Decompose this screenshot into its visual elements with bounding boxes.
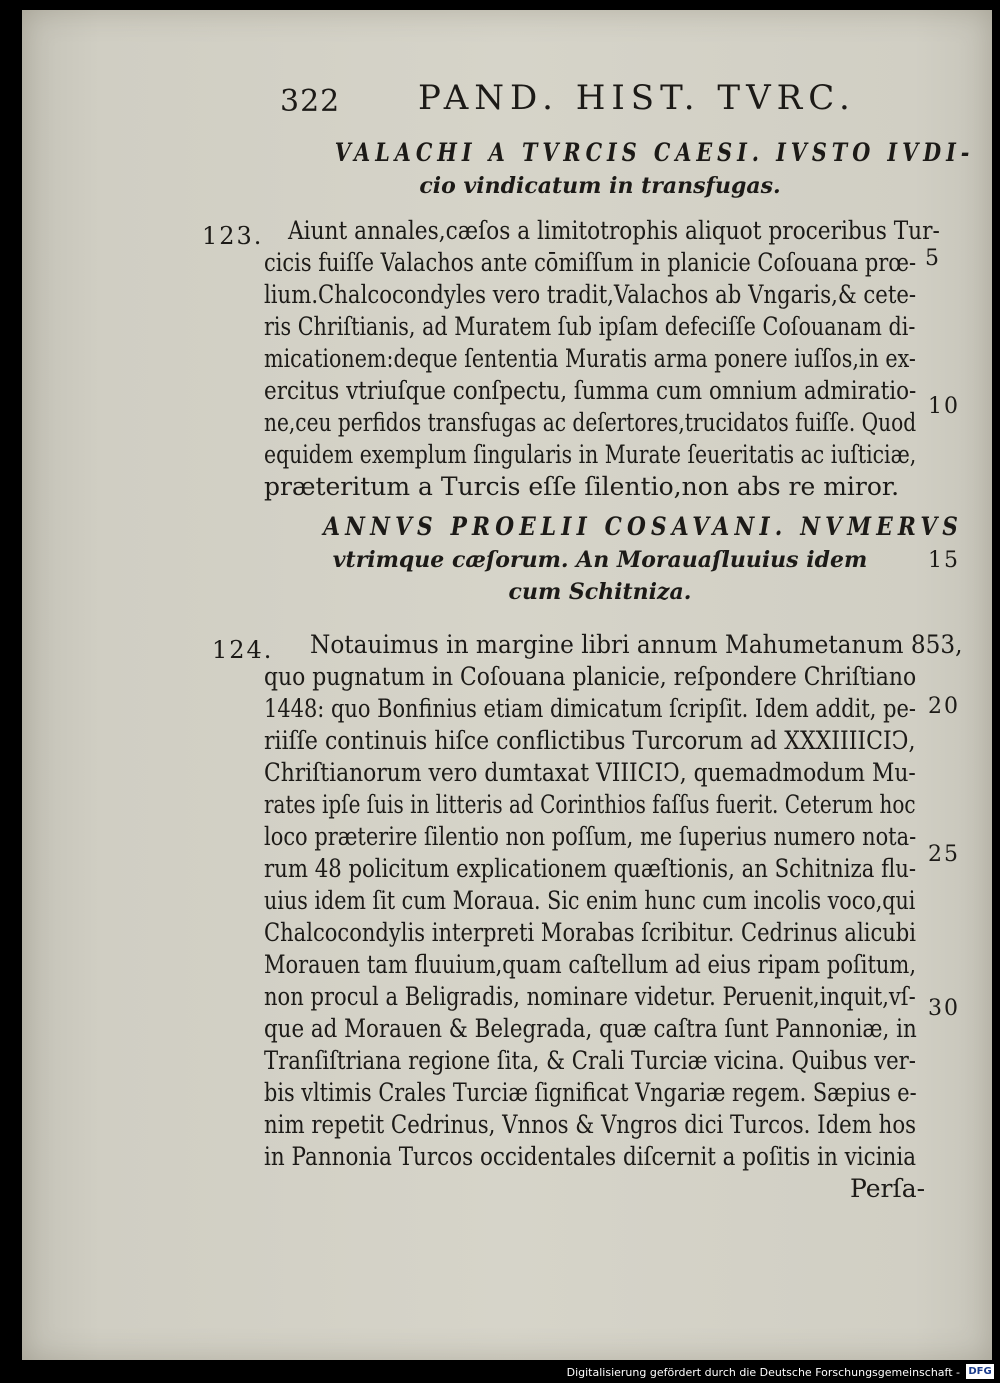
text-line: ercitus vtriuſque conſpectu, ſumma cum omnium admiratio-: [264, 376, 917, 405]
text-line: cicis fuiſſe Valachos ante cōmiſſum in planicie Coſouana prœ-: [264, 248, 917, 277]
text-line: que ad Morauen & Belegrada, quæ caſtra ſunt Pannoniæ, in: [264, 1014, 917, 1043]
text-line: Chriſtianorum vero dumtaxat VIIICIↃ, quemadmodum Mu-: [264, 758, 916, 787]
running-title: PAND. HIST. TVRC.: [418, 78, 856, 118]
text-line: loco præterire ſilentio non poſſum, me ſuperius numero nota-: [264, 822, 917, 851]
page-number: 322: [280, 84, 341, 119]
digitization-credit: Digitalisierung gefördert durch die Deutsche Forschungsgemeinschaft -: [566, 1366, 960, 1379]
text-line: Aiunt annales,cæſos a limitotrophis aliquot proceribus Tur-: [288, 216, 940, 245]
text-line: in Pannonia Turcos occidentales diſcernit a poſitis in vicinia: [264, 1142, 917, 1171]
text-line: præteritum a Turcis eſſe ſilentio,non abs re miror.: [264, 472, 900, 501]
heading-line: VALACHI A TVRCIS CAESI. IVSTO IVDI-: [334, 138, 975, 167]
section-heading-123: [280, 138, 975, 199]
heading-line: vtrimque cæſorum. An Morauaſluuius idem: [332, 547, 868, 573]
book-page: [22, 10, 992, 1360]
margin-line-number: 20: [928, 694, 960, 719]
text-line: ris Chriſtianis, ad Muratem ſub ipſam defeciſſe Coſouanam di-: [264, 312, 916, 341]
text-line: Notauimus in margine libri annum Mahumetanum 853,: [310, 630, 963, 659]
text-line: riiſſe continuis hiſce conflictibus Turcorum ad XXXIIIICIↃ,: [264, 726, 916, 755]
text-line: Chalcocondylis interpreti Morabas ſcribitur. Cedrinus alicubi: [264, 918, 916, 947]
margin-line-number: 30: [928, 996, 960, 1021]
text-line: ne,ceu perfidos transfugas ac deſertores,trucidatos fuiſſe. Quod: [264, 408, 917, 437]
text-line: rates ipſe ſuis in litteris ad Corinthios faſſus fuerit. Ceterum hoc: [264, 790, 916, 819]
text-line: nim repetit Cedrinus, Vnnos & Vngros dici Turcos. Idem hos: [264, 1110, 917, 1139]
heading-line: cum Schitniza.: [508, 579, 692, 605]
text-line: Perſa-: [850, 1174, 926, 1203]
page-header: [280, 78, 856, 122]
text-line: uius idem ſit cum Moraua. Sic enim hunc cum incolis voco,qui: [264, 886, 916, 915]
heading-line: ANNVS PROELII COSAVANI. NVMERVS: [323, 512, 964, 541]
margin-line-number: 15: [928, 548, 960, 573]
paragraph-number-123: 123.: [202, 222, 264, 250]
text-line: non procul a Beligradis, nominare videtur. Peruenit,inquit,vſ-: [264, 982, 916, 1011]
text-line: lium.Chalcocondyles vero tradit,Valachos ab Vngaris,& cete-: [264, 280, 917, 309]
text-line: quo pugnatum in Coſouana planicie, reſpondere Chriſtiano: [264, 662, 917, 691]
margin-line-number: 10: [928, 394, 960, 419]
paragraph-number-124: 124.: [212, 636, 274, 664]
text-line: bis vltimis Crales Turciæ ſignificat Vngariæ regem. Sæpius e-: [264, 1078, 917, 1107]
dfg-logo: DFG: [966, 1364, 994, 1379]
text-line: 1448: quo Bonfinius etiam dimicatum ſcripſit. Idem addit, pe-: [264, 694, 916, 723]
text-line: equidem exemplum ſingularis in Murate ſeueritatis ac iuſticiæ,: [264, 440, 917, 469]
margin-line-number: 25: [928, 842, 960, 867]
margin-line-number: 5: [925, 246, 941, 271]
text-line: rum 48 policitum explicationem quæſtionis, an Schitniza flu-: [264, 854, 917, 883]
text-line: Tranſiſtriana regione ſita, & Crali Turciæ vicina. Quibus ver-: [264, 1046, 916, 1075]
heading-line: cio vindicatum in transfugas.: [419, 173, 781, 199]
text-line: Morauen tam fluuium,quam caſtellum ad eius ripam poſitum,: [264, 950, 917, 979]
text-line: micationem:deque ſententia Muratis arma ponere iuſſos,in ex-: [264, 344, 916, 373]
